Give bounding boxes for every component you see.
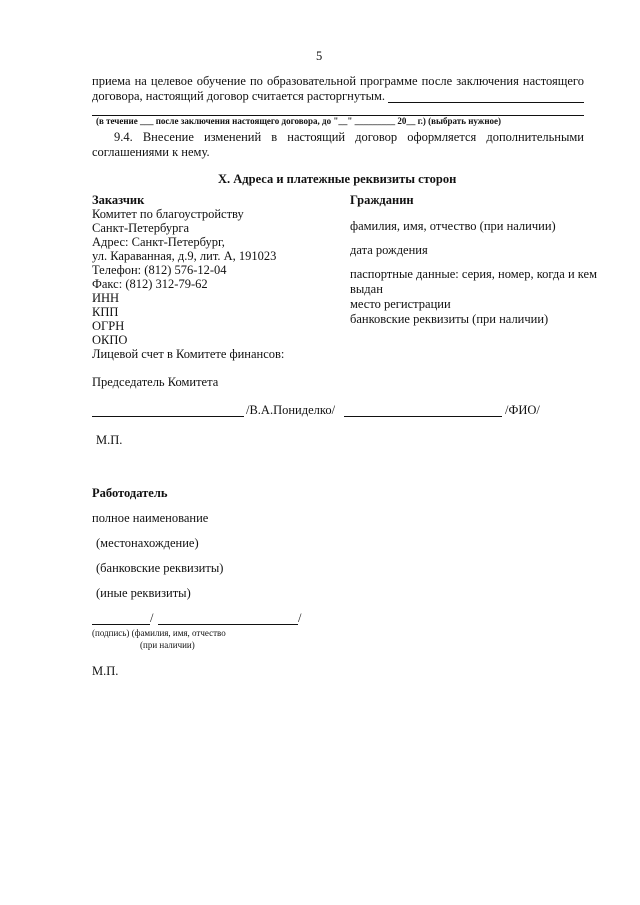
employer-full-name: полное наименование — [92, 511, 209, 525]
customer-signature-name: /В.А.Пониделко/ — [246, 403, 336, 417]
intro-line-1: приема на целевое обучение по образовательной программе после заключения настоящего — [92, 74, 584, 88]
citizen-passport-line-2: выдан — [350, 282, 383, 296]
term-note: (в течение ___ после заключения настоящего договора, до "__" _________ 20__ г.) (выбрать нужное) — [96, 116, 502, 126]
clause-9-4-line-2: соглашениями к нему. — [92, 145, 210, 159]
section-title: X. Адреса и платежные реквизиты сторон — [218, 172, 457, 186]
clause-9-4-line-1: 9.4. Внесение изменений в настоящий договор оформляется дополнительными — [114, 130, 584, 144]
employer-signature-caption-1: (подпись) (фамилия, имя, отчество — [92, 628, 226, 638]
employer-signature-caption-2: (при наличии) — [140, 640, 195, 650]
citizen-bank: банковские реквизиты (при наличии) — [350, 312, 549, 326]
employer-location: (местонахождение) — [96, 536, 199, 550]
employer-other: (иные реквизиты) — [96, 586, 191, 600]
employer-stamp: М.П. — [92, 664, 119, 678]
intro-line-2: договора, настоящий договор считается расторгнутым. — [92, 89, 386, 103]
customer-line: Адрес: Санкт-Петербург, — [92, 235, 225, 249]
customer-signature-line — [92, 416, 244, 417]
customer-line: Санкт-Петербурга — [92, 221, 190, 235]
citizen-heading: Гражданин — [350, 193, 414, 207]
citizen-full-name: фамилия, имя, отчество (при наличии) — [350, 219, 556, 233]
customer-line: ул. Караванная, д.9, лит. А, 191023 — [92, 249, 277, 263]
customer-line: Телефон: (812) 576-12-04 — [92, 263, 227, 277]
employer-signature-line-1 — [92, 624, 150, 625]
customer-line: Факс: (812) 312-79-62 — [92, 277, 208, 291]
customer-line: ОГРН — [92, 319, 125, 333]
customer-line: Лицевой счет в Комитете финансов: — [92, 347, 285, 361]
chairman-label: Председатель Комитета — [92, 375, 219, 389]
customer-line: Комитет по благоустройству — [92, 207, 244, 221]
citizen-birth-date: дата рождения — [350, 243, 428, 257]
customer-line: ОКПО — [92, 333, 128, 347]
signature-slash: / — [298, 611, 302, 625]
page-number: 5 — [316, 49, 323, 63]
employer-heading: Работодатель — [92, 486, 168, 500]
intro-fill-line — [388, 102, 584, 103]
citizen-registration: место регистрации — [350, 297, 451, 311]
citizen-passport-line-1: паспортные данные: серия, номер, когда и кем — [350, 267, 597, 281]
customer-stamp: М.П. — [96, 433, 123, 447]
customer-line: КПП — [92, 305, 119, 319]
employer-signature-line-2 — [158, 624, 298, 625]
employer-bank: (банковские реквизиты) — [96, 561, 224, 575]
customer-line: ИНН — [92, 291, 120, 305]
customer-heading: Заказчик — [92, 193, 145, 207]
citizen-signature-name: /ФИО/ — [505, 403, 540, 417]
citizen-signature-line — [344, 416, 502, 417]
signature-slash: / — [150, 611, 154, 625]
